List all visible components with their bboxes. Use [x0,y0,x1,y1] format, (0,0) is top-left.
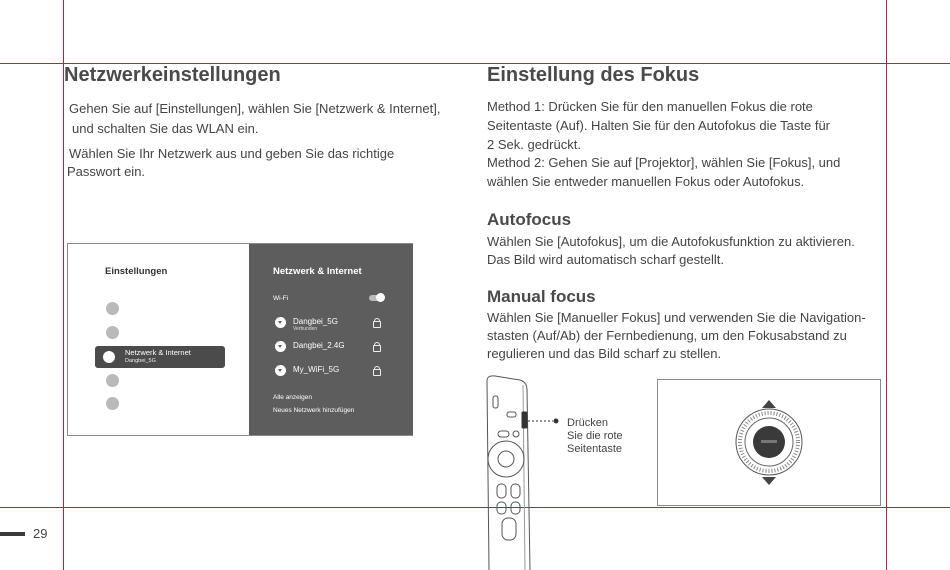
method1-line2: Seitentaste (Auf). Halten Sie für den Autofokus die Taste für [487,118,831,133]
autofocus-title: Autofocus [487,210,572,229]
focus-dial-illustration [658,380,880,505]
method2-line2: wählen Sie entweder manuellen Fokus oder Autofokus. [487,174,805,189]
callout-line2: Sie die rote [567,430,623,442]
settings-left-pane [68,244,249,435]
menu-dot-3 [106,374,119,387]
menu-item-label: Netzwerk & Internet [125,348,191,357]
step1-line2: und schalten Sie das WLAN ein. [72,121,259,136]
network-name-2[interactable]: Dangbei_2.4G [293,341,345,350]
guide-line-bottom [0,507,950,508]
autofocus-line2: Das Bild wird automatisch scharf gestellt. [487,252,724,267]
focus-settings-title: Einstellung des Fokus [487,64,700,86]
network-right-title: Netzwerk & Internet [273,266,362,277]
lock-icon [373,321,381,328]
wifi-signal-icon [275,341,286,352]
autofocus-line1: Wählen Sie [Autofokus], um die Autofokusfunktion zu aktivieren. [487,234,855,249]
step1-line1: Gehen Sie auf [Einstellungen], wählen Sie [Netzwerk & Internet], [69,101,441,116]
settings-screen [67,243,413,436]
method2-line1: Method 2: Gehen Sie auf [Projektor], wählen Sie [Fokus], und [487,155,841,170]
method1-line1: Method 1: Drücken Sie für den manuellen Fokus die rote [487,99,813,114]
network-settings-title: Netzwerkeinstellungen [64,64,281,86]
manual-line1: Wählen Sie [Manueller Fokus] und verwenden Sie die Navigation- [487,310,866,325]
network-name-1[interactable]: Dangbei_5G [293,317,338,326]
settings-left-title: Einstellungen [105,266,168,277]
manual-focus-title: Manual focus [487,287,596,306]
menu-item-sub: Dangbei_5G [125,358,156,364]
wifi-signal-icon [275,365,286,376]
wifi-label: Wi-Fi [273,295,289,302]
callout-line1: Drücken [567,417,608,429]
wifi-signal-icon [275,317,286,328]
manual-line2: stasten (Auf/Ab) der Fernbedienung, um den Fokusabstand zu [487,328,847,343]
page-number: 29 [33,526,48,541]
manual-line3: regulieren und das Bild scharf zu stellen. [487,346,722,361]
wifi-toggle[interactable] [369,295,383,301]
network-right-pane [249,244,413,435]
focus-dial-panel [657,379,881,506]
menu-dot-4 [106,397,119,410]
step2-line1: Wählen Sie Ihr Netzwerk aus und geben Sie das richtige [69,146,395,161]
method1-line3: 2 Sek. gedrückt. [487,137,581,152]
step2-line2: Passwort ein. [67,164,146,179]
lock-icon [373,369,381,376]
callout-line3: Seitentaste [567,443,623,455]
show-all-link[interactable]: Alle anzeigen [273,394,313,401]
add-network-link[interactable]: Neues Netzwerk hinzufügen [273,407,355,414]
guide-line-right [886,0,887,570]
menu-dot-1 [106,302,119,315]
lock-icon [373,345,381,352]
network-status-1: Verbunden [293,326,318,332]
menu-dot-2 [106,326,119,339]
menu-item-network-internet[interactable] [95,346,225,368]
network-name-3[interactable]: My_WiFi_5G [293,365,340,374]
page-number-bar [0,532,25,536]
wifi-icon [103,351,115,363]
